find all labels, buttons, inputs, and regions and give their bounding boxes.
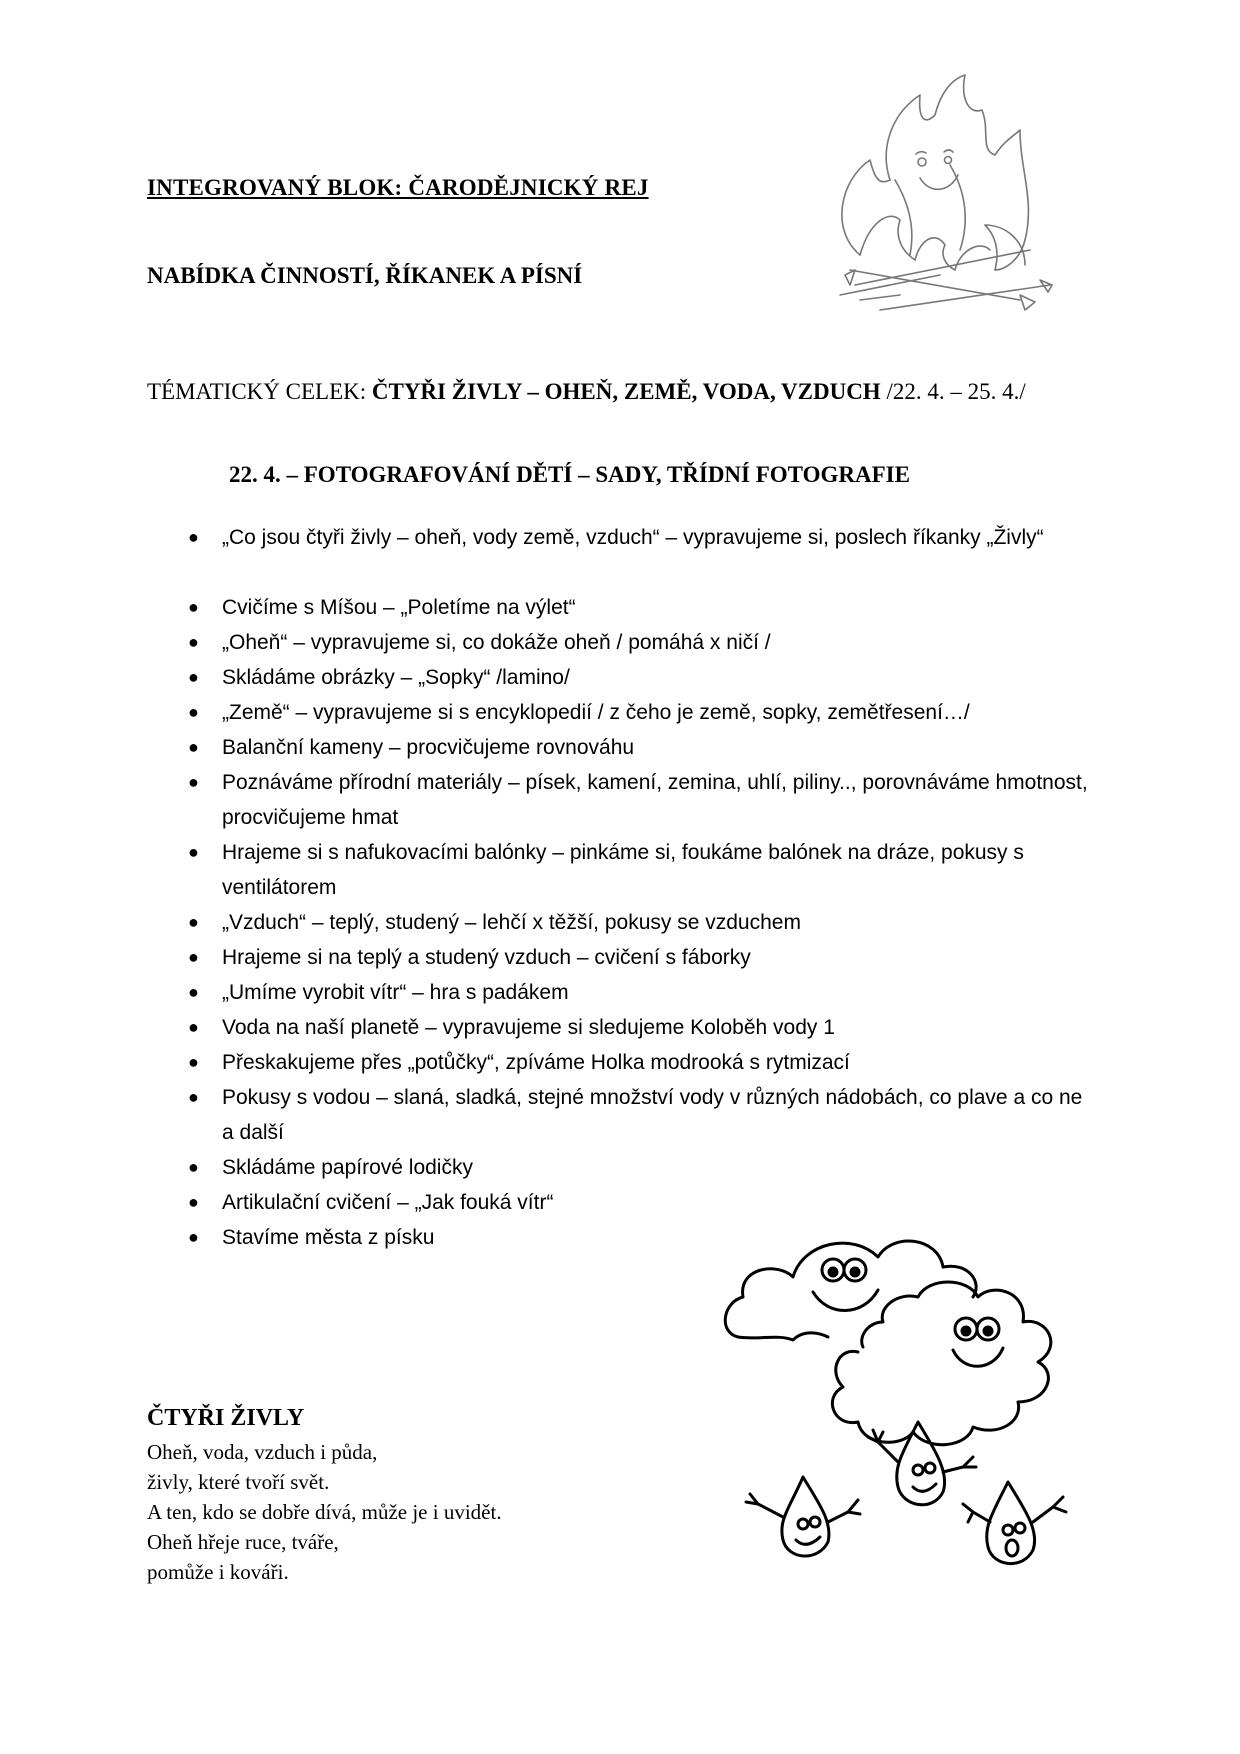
topic-dates: /22. 4. – 25. 4./ [880,379,1026,404]
list-item: ● „Co jsou čtyři živly – oheň, vody země, vzduch“ – vypravujeme si, poslech říkanky „Živly“ [188,520,1088,555]
list-item: ● Cvičíme s Míšou – „Poletíme na výlet“ [188,590,1088,625]
bullet-icon: ● [188,702,199,722]
block-title: INTEGROVANÝ BLOK: ČARODĚJNICKÝ REJ [147,175,649,200]
bullet-icon: ● [188,667,199,687]
list-item: ● Stavíme města z písku [188,1220,1088,1255]
list-item: ● Skládáme obrázky – „Sopky“ /lamino/ [188,660,1088,695]
list-item: ● Poznáváme přírodní materiály – písek, kamení, zemina, uhlí, piliny.., porovnáváme hmotnost, procvičujeme hmat [188,765,1088,835]
list-item: ● Artikulační cvičení – „Jak fouká vítr“ [188,1185,1088,1220]
list-item: ● Hrajeme si s nafukovacími balónky – pinkáme si, foukáme balónek na dráze, pokusy s ventilátorem [188,835,1088,905]
list-item: ● „Umíme vyrobit vítr“ – hra s padákem [188,975,1088,1010]
campfire-illustration [820,70,1060,340]
list-item: ● Balanční kameny – procvičujeme rovnováhu [188,730,1088,765]
poem-text [147,1437,502,1587]
bullet-icon: ● [188,982,199,1002]
poem-line: pomůže i kováři. [147,1560,289,1584]
bullet-icon: ● [188,842,199,862]
list-item: ● „Země“ – vypravujeme si s encyklopedií / z čeho je země, sopky, zemětřesení…/ [188,695,1088,730]
bullet-icon: ● [188,632,199,652]
list-item: ● Voda na naší planetě – vypravujeme si sledujeme Koloběh vody 1 [188,1010,1088,1045]
list-item: ● „Vzduch“ – teplý, studený – lehčí x těžší, pokusy se vzduchem [188,905,1088,940]
bullet-icon: ● [188,1157,199,1177]
list-item: ● Skládáme papírové lodičky [188,1150,1088,1185]
bullet-icon: ● [188,1227,199,1247]
topic-label: TÉMATICKÝ CELEK: [147,379,372,404]
bullet-icon: ● [188,772,199,792]
list-item: ● Přeskakujeme přes „potůčky“, zpíváme Holka modrooká s rytmizací [188,1045,1088,1080]
topic-line [147,376,1077,407]
bullet-icon: ● [188,912,199,932]
offer-title: NABÍDKA ČINNOSTÍ, ŘÍKANEK A PÍSNÍ [147,263,583,288]
poem-line: Oheň hřeje ruce, tváře, [147,1530,339,1554]
list-item: ● Hrajeme si na teplý a studený vzduch – cvičení s fáborky [188,940,1088,975]
bullet-icon: ● [188,1017,199,1037]
poem-line: A ten, kdo se dobře dívá, může je i uvidět. [147,1500,502,1524]
list-item: ● „Oheň“ – vypravujeme si, co dokáže oheň / pomáhá x ničí / [188,625,1088,660]
bullet-icon: ● [188,1087,199,1107]
list-item: ● Pokusy s vodou – slaná, sladká, stejné množství vody v různých nádobách, co plave a co ne a další [188,1080,1088,1150]
bullet-icon: ● [188,947,199,967]
poem-line: živly, které tvoří svět. [147,1470,330,1494]
poem-line: Oheň, voda, vzduch i půda, [147,1440,378,1464]
bullet-icon: ● [188,1192,199,1212]
bullet-icon: ● [188,597,199,617]
bullet-icon: ● [188,527,199,547]
bullet-icon: ● [188,1052,199,1072]
topic-name: ČTYŘI ŽIVLY – OHEŇ, ZEMĚ, VODA, VZDUCH [371,379,881,404]
bullet-icon: ● [188,737,199,757]
poem-title: ČTYŘI ŽIVLY [147,1405,305,1431]
day-heading: 22. 4. – FOTOGRAFOVÁNÍ DĚTÍ – SADY, TŘÍDNÍ FOTOGRAFIE [229,462,910,487]
clouds-and-raindrops-illustration [718,1222,1114,1592]
